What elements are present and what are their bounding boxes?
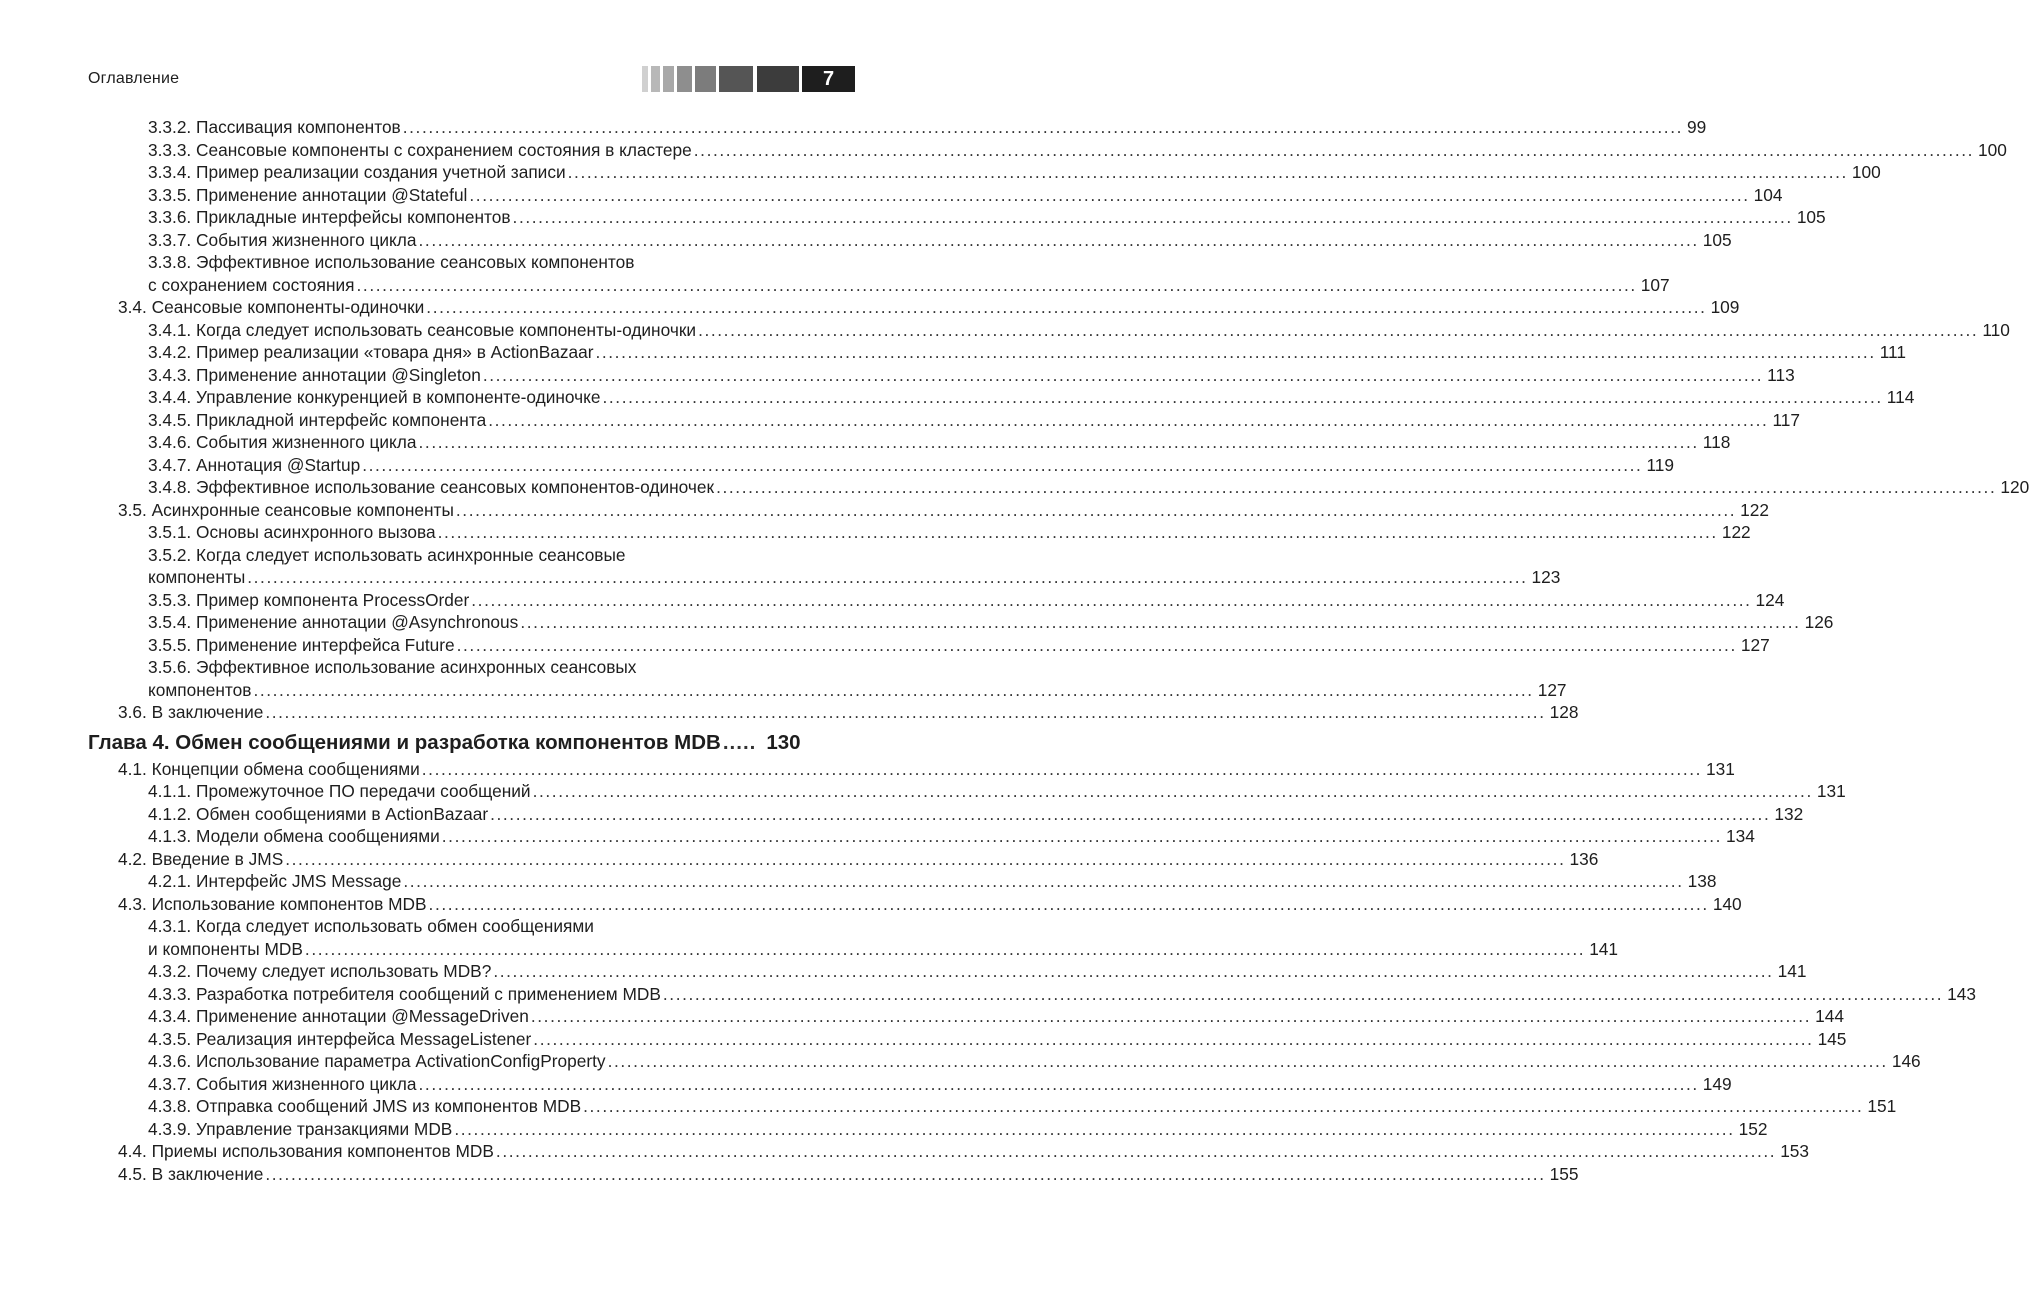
dot-leader: ........................................................................................................................................................................................................ <box>583 1096 1864 1116</box>
toc-entry-page: 141 <box>1777 961 1807 981</box>
table-of-contents <box>0 116 2029 1185</box>
dot-leader: ........................................................................................................................................................................................................ <box>567 162 1848 182</box>
toc-entry-page: 109 <box>1710 297 1740 317</box>
toc-entry-page: 122 <box>1721 522 1751 542</box>
toc-entry[interactable] <box>0 848 1599 871</box>
dot-leader: ........................................................................................................................................................................................................ <box>441 826 1723 846</box>
dot-leader: ........................................................................................................................................................................................................ <box>512 207 1793 227</box>
header-decor-block <box>757 66 799 92</box>
toc-entry-page: 138 <box>1687 871 1717 891</box>
toc-entry-title: 3.6. В заключение <box>118 702 264 722</box>
toc-entry-title: 3.4. Сеансовые компоненты-одиночки <box>118 297 425 317</box>
toc-entry-title: 4.3.3. Разработка потребителя сообщений с применением MDB <box>148 983 661 1004</box>
toc-entry-title: 4.3.1. Когда следует использовать обмен сообщениями <box>148 916 594 936</box>
dot-leader: ........................................................................................................................................................................................................ <box>418 432 1699 452</box>
toc-entry-page: 134 <box>1726 826 1755 846</box>
toc-entry[interactable] <box>0 589 1785 612</box>
toc-entry-title: 4.1.1. Промежуточное ПО передачи сообщений <box>148 781 531 801</box>
toc-entry-title: 3.4.1. Когда следует использовать сеансовые компоненты-одиночки <box>148 319 697 340</box>
dot-leader: ........................................................................................................................................................................................................ <box>698 319 1979 340</box>
toc-entry-title: с сохранением состояния <box>148 274 355 295</box>
toc-entry-title: 3.3.7. События жизненного цикла <box>148 229 417 250</box>
dot-leader: ........................................................................................................................................................................................................ <box>716 477 1997 497</box>
dot-leader: ........................................................................................................................................................................................................ <box>495 1141 1777 1161</box>
toc-entry-title: компонентов <box>148 679 252 700</box>
toc-entry-page: 131 <box>1816 781 1846 801</box>
toc-entry-title: и компоненты MDB <box>148 938 303 959</box>
toc-entry-page: 130 <box>766 730 801 754</box>
toc-entry-page: 131 <box>1706 758 1735 779</box>
dot-leader: ........................................................................................................................................................................................................ <box>488 409 1769 430</box>
toc-entry[interactable] <box>0 780 1846 803</box>
page-number: 7 <box>802 66 855 92</box>
toc-entry-title: 4.3. Использование компонентов MDB <box>118 893 427 914</box>
toc-entry-title: 3.3.5. Применение аннотации @Stateful <box>148 184 468 205</box>
toc-entry-page: 123 <box>1531 567 1561 587</box>
toc-entry-page: 128 <box>1549 702 1579 722</box>
toc-entry[interactable] <box>0 1028 1847 1051</box>
toc-entry[interactable] <box>0 758 1735 781</box>
dot-leader: ........................................................................................................................................................................................................ <box>530 1006 1812 1026</box>
toc-entry-title: 4.1.2. Обмен сообщениями в ActionBazaar <box>148 803 489 824</box>
header-decor-block <box>651 66 660 92</box>
header-decor-block <box>677 66 692 92</box>
toc-entry-page: 122 <box>1740 499 1769 520</box>
toc-entry-title: 3.4.5. Прикладной интерфейс компонента <box>148 409 487 430</box>
dot-leader: ........................................................................................................................................................................................................ <box>437 522 1718 542</box>
toc-entry[interactable] <box>0 566 1561 589</box>
header-decor-block <box>719 66 753 92</box>
toc-entry-page: 110 <box>1982 319 2010 340</box>
toc-entry-page: 117 <box>1772 409 1801 430</box>
toc-entry[interactable] <box>0 431 1731 454</box>
toc-entry-title: 3.4.2. Пример реализации «товара дня» в ActionBazaar <box>148 342 594 362</box>
toc-entry-page: 124 <box>1755 589 1785 610</box>
toc-entry-page: 99 <box>1687 117 1707 137</box>
toc-entry-page: 100 <box>1851 162 1881 182</box>
toc-entry-page: 152 <box>1738 1118 1768 1139</box>
toc-entry-title: 4.3.4. Применение аннотации @MessageDriven <box>148 1006 529 1026</box>
toc-entry-page: 120 <box>2000 477 2029 497</box>
toc-entry[interactable] <box>0 870 1717 893</box>
toc-entry[interactable] <box>0 161 1881 184</box>
toc-entry-title: 3.4.6. События жизненного цикла <box>148 432 417 452</box>
toc-entry-title: 4.4. Приемы использования компонентов MDB <box>118 1141 494 1161</box>
toc-entry-title: 3.5. Асинхронные сеансовые компоненты <box>118 499 454 520</box>
toc-entry[interactable] <box>0 656 945 679</box>
toc-entry[interactable] <box>0 229 1732 252</box>
toc-entry-page: 100 <box>1978 139 2007 160</box>
header-decor-block <box>642 66 648 92</box>
dot-leader: ........................................................................................................................................................................................................ <box>428 893 1709 914</box>
toc-entry-title: 4.3.5. Реализация интерфейса MessageListener <box>148 1028 532 1049</box>
toc-entry-title: 4.2.1. Интерфейс JMS Message <box>148 871 402 891</box>
toc-entry-page: 146 <box>1891 1051 1921 1071</box>
toc-entry[interactable] <box>0 499 1769 522</box>
toc-entry-title: 3.4.4. Управление конкуренцией в компоненте-одиночке <box>148 387 601 407</box>
toc-entry-title: 4.3.7. События жизненного цикла <box>148 1073 417 1094</box>
toc-entry[interactable] <box>0 206 1826 229</box>
dot-leader: ........................................................................................................................................................................................................ <box>285 848 1566 869</box>
toc-entry-page: 127 <box>1537 679 1567 700</box>
toc-entry-page: 136 <box>1569 848 1599 869</box>
toc-entry-title: компоненты <box>148 567 246 587</box>
dot-leader: ........................................................................................................................................................................................................ <box>402 117 1684 137</box>
toc-entry-title: 3.5.6. Эффективное использование асинхронных сеансовых <box>148 657 637 677</box>
toc-entry[interactable] <box>0 409 1801 432</box>
toc-entry[interactable] <box>0 1140 1810 1163</box>
toc-entry-title: 3.3.8. Эффективное использование сеансовых компонентов <box>148 252 635 272</box>
toc-entry-page: 111 <box>1879 342 1907 362</box>
toc-entry-title: 3.5.2. Когда следует использовать асинхронные сеансовые <box>148 544 626 565</box>
toc-entry[interactable] <box>0 251 945 274</box>
dot-leader: ........................................................................................................................................................................................................ <box>403 871 1684 891</box>
toc-entry-page: 105 <box>1796 207 1826 227</box>
dot-leader: ........................................................................................................................................................................................................ <box>520 612 1801 632</box>
toc-entry-title: 3.5.1. Основы асинхронного вызова <box>148 522 436 542</box>
toc-entry-title: 3.4.3. Применение аннотации @Singleton <box>148 364 481 385</box>
toc-entry-title: 4.3.2. Почему следует использовать MDB? <box>148 961 492 981</box>
toc-entry-page: 153 <box>1780 1141 1810 1161</box>
toc-entry-title: 3.3.6. Прикладные интерфейсы компонентов <box>148 207 511 227</box>
toc-entry[interactable] <box>0 1005 1844 1028</box>
toc-entry-page: 104 <box>1753 184 1783 205</box>
toc-entry[interactable] <box>0 679 1567 702</box>
toc-entry-title: 3.4.7. Аннотация @Startup <box>148 454 361 475</box>
toc-entry-title: 3.3.4. Пример реализации создания учетной записи <box>148 162 566 182</box>
toc-entry-title: 3.3.3. Сеансовые компоненты с сохранением состояния в кластере <box>148 139 692 160</box>
toc-entry[interactable] <box>0 825 1755 848</box>
toc-entry[interactable] <box>0 544 945 567</box>
dot-leader: ........................................................................................................................................................................................................ <box>490 803 1771 824</box>
toc-entry-page: 107 <box>1640 274 1670 295</box>
dot-leader: ........................................................................................................................................................................................................ <box>602 387 1883 407</box>
toc-entry[interactable] <box>0 915 945 938</box>
toc-entry[interactable] <box>0 364 1795 387</box>
toc-entry[interactable] <box>0 893 1742 916</box>
dot-leader: ........................................................................................................................................................................................................ <box>595 342 1876 362</box>
dot-leader: ........................................................................................................................................................................................................ <box>426 297 1707 317</box>
toc-entry-page: 140 <box>1712 893 1742 914</box>
toc-entry-page: 145 <box>1817 1028 1847 1049</box>
toc-entry-title: 3.5.3. Пример компонента ProcessOrder <box>148 589 470 610</box>
dot-leader: ........................................................................................................................................................................................................ <box>693 139 1975 160</box>
dot-leader: ........................................................................................................................................................................................................ <box>418 1073 1699 1094</box>
dot-leader: ........................................................................................................................................................................................................ <box>454 1118 1735 1139</box>
toc-entry-page: 132 <box>1774 803 1804 824</box>
dot-leader: ........................................................................................................................................................................................................ <box>471 589 1752 610</box>
toc-entry-page: 126 <box>1804 612 1834 632</box>
toc-entry-title: 4.1. Концепции обмена сообщениями <box>118 758 420 779</box>
running-header: Оглавление <box>88 70 180 87</box>
toc-entry-page: 119 <box>1646 454 1675 475</box>
dot-leader: ........................................................................................................................................................................................................ <box>418 229 1699 250</box>
toc-entry[interactable] <box>0 1118 1768 1141</box>
dot-leader: ........................................................................................................................................................................................................ <box>533 1028 1814 1049</box>
dot-leader: ........................................................................................................................................................................................................ <box>662 983 1944 1004</box>
toc-entry-page: 105 <box>1702 229 1732 250</box>
toc-entry-title: 3.4.8. Эффективное использование сеансовых компонентов-одиночек <box>148 477 715 497</box>
toc-entry[interactable] <box>0 803 1804 826</box>
dot-leader: ........................................................................................................................................................................................................ <box>469 184 1750 205</box>
toc-entry[interactable] <box>0 611 1834 634</box>
toc-entry[interactable] <box>0 139 2007 162</box>
toc-entry[interactable] <box>0 296 1740 319</box>
toc-entry[interactable] <box>0 1050 1921 1073</box>
toc-entry-page: 118 <box>1702 432 1731 452</box>
dot-leader: ........................................................................................................................................................................................................ <box>421 758 1703 779</box>
dot-leader: ........................................................................................................................................................................................................ <box>455 499 1737 520</box>
dot-leader: ........................................................................................................................................................................................................ <box>253 679 1534 700</box>
toc-entry-title: 4.3.9. Управление транзакциями MDB <box>148 1118 453 1139</box>
dot-leader: ........................................................................................................................................................................................................ <box>362 454 1643 475</box>
toc-entry-page: 141 <box>1589 938 1619 959</box>
toc-entry-page: 149 <box>1702 1073 1732 1094</box>
toc-entry[interactable] <box>0 701 1579 724</box>
header-decor-block <box>663 66 674 92</box>
toc-entry[interactable] <box>0 319 2010 342</box>
toc-entry[interactable] <box>0 521 1751 544</box>
toc-entry-title: 3.3.2. Пассивация компонентов <box>148 117 401 137</box>
toc-entry-title: 4.2. Введение в JMS <box>118 848 284 869</box>
toc-entry[interactable] <box>0 274 1670 297</box>
dot-leader: ........................................................................................................................................................................................................ <box>247 567 1528 587</box>
toc-entry-title: 3.5.5. Применение интерфейса Future <box>148 634 455 655</box>
toc-entry-page: 113 <box>1767 364 1795 385</box>
toc-entry-page: 114 <box>1886 387 1915 407</box>
dot-leader: ........................................................................................................................................................................................................ <box>493 961 1774 981</box>
dot-leader: ..... <box>722 730 757 754</box>
header-decor-block <box>695 66 716 92</box>
toc-entry[interactable] <box>0 1095 1897 1118</box>
dot-leader: ........................................................................................................................................................................................................ <box>304 938 1586 959</box>
dot-leader: ........................................................................................................................................................................................................ <box>356 274 1637 295</box>
toc-entry[interactable] <box>0 386 1915 409</box>
toc-entry[interactable] <box>0 454 1675 477</box>
toc-entry-page: 151 <box>1867 1096 1897 1116</box>
toc-entry[interactable] <box>0 1163 1579 1186</box>
toc-entry-page: 144 <box>1815 1006 1844 1026</box>
toc-entry-title: 4.5. В заключение <box>118 1163 264 1184</box>
toc-entry[interactable] <box>0 341 1907 364</box>
dot-leader: ........................................................................................................................................................................................................ <box>607 1051 1888 1071</box>
toc-entry-title: 4.1.3. Модели обмена сообщениями <box>148 826 440 846</box>
toc-entry-title: 4.3.6. Использование параметра ActivationConfigProperty <box>148 1051 606 1071</box>
toc-entry[interactable] <box>0 1073 1732 1096</box>
toc-entry-title: Глава 4. Обмен сообщениями и разработка компонентов MDB <box>88 730 721 754</box>
dot-leader: ........................................................................................................................................................................................................ <box>482 364 1764 385</box>
toc-entry[interactable] <box>0 960 1807 983</box>
toc-entry[interactable] <box>0 184 1783 207</box>
dot-leader: ........................................................................................................................................................................................................ <box>265 702 1546 722</box>
dot-leader: ........................................................................................................................................................................................................ <box>456 634 1737 655</box>
toc-entry[interactable] <box>0 634 1770 657</box>
toc-entry-title: 4.3.8. Отправка сообщений JMS из компонентов MDB <box>148 1096 582 1116</box>
toc-entry[interactable] <box>0 476 2029 499</box>
toc-entry[interactable] <box>0 116 1707 139</box>
toc-entry[interactable] <box>0 983 1976 1006</box>
toc-entry[interactable] <box>0 938 1619 961</box>
dot-leader: ........................................................................................................................................................................................................ <box>265 1163 1546 1184</box>
toc-entry-page: 155 <box>1549 1163 1579 1184</box>
toc-entry-page: 143 <box>1947 983 1976 1004</box>
toc-entry-title: 3.5.4. Применение аннотации @Asynchronous <box>148 612 519 632</box>
dot-leader: ........................................................................................................................................................................................................ <box>532 781 1813 801</box>
toc-entry-page: 127 <box>1740 634 1770 655</box>
toc-chapter-entry[interactable] <box>0 725 945 761</box>
